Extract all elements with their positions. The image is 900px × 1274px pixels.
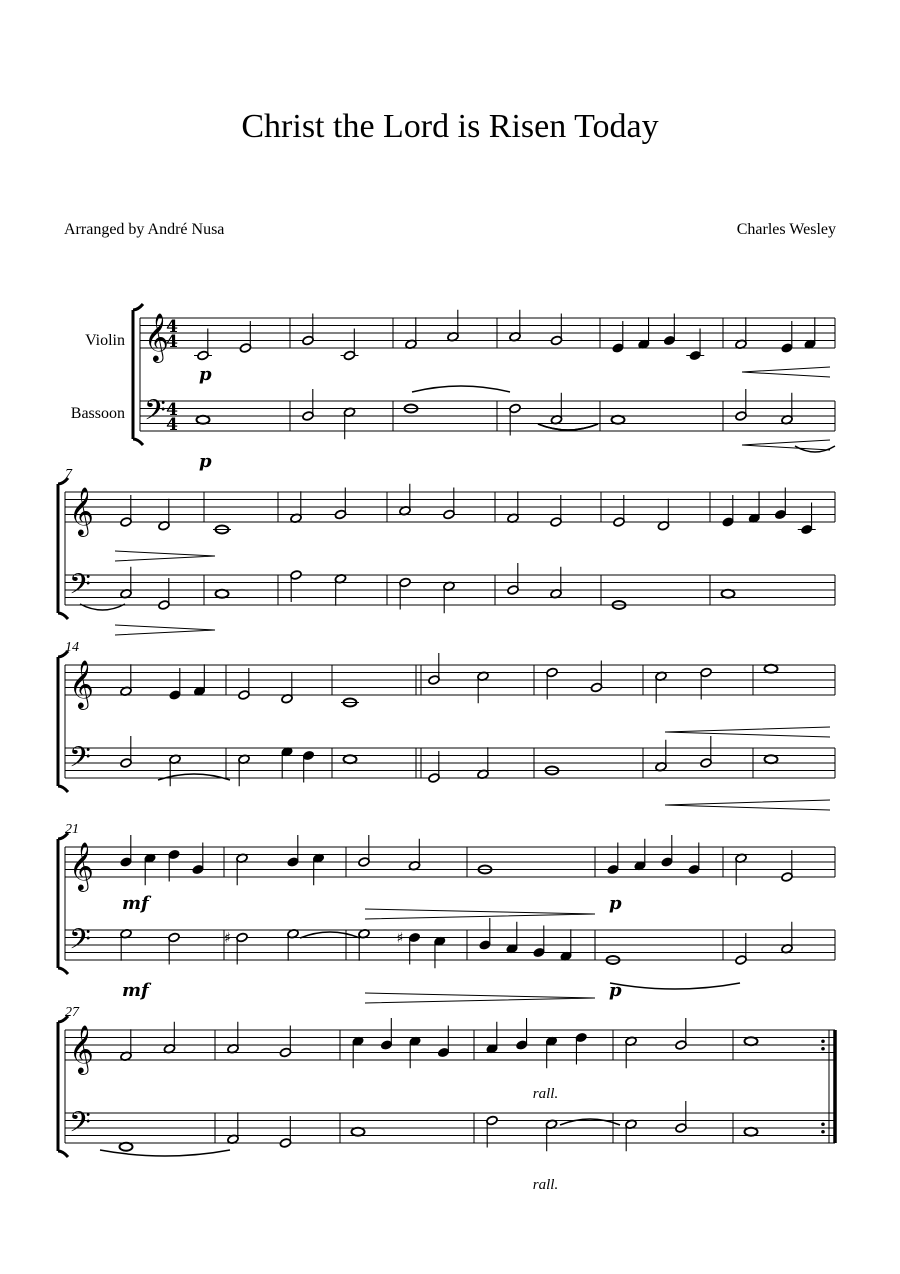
whole-note <box>352 1128 365 1136</box>
sharp-accidental: ♯ <box>396 930 404 947</box>
crescendo-hairpin <box>665 800 830 810</box>
tie <box>538 424 598 430</box>
measure-number: 7 <box>65 467 72 482</box>
whole-note <box>765 665 778 673</box>
time-signature-bottom: 4 <box>166 415 178 435</box>
arranger-credit: Arranged by André Nusa <box>64 221 225 238</box>
repeat-dot <box>821 1047 825 1051</box>
measure-number: 27 <box>65 1005 79 1020</box>
whole-note <box>344 755 357 763</box>
tie <box>412 386 510 392</box>
time-signature-bottom: 4 <box>166 332 178 352</box>
bass-clef: 𝄢 <box>69 923 91 963</box>
bass-clef: 𝄢 <box>69 741 91 781</box>
decrescendo-hairpin <box>365 993 595 1003</box>
tie <box>610 983 740 989</box>
whole-note <box>745 1037 758 1045</box>
crescendo-hairpin <box>742 440 830 450</box>
crescendo-hairpin <box>742 367 830 377</box>
dynamic-marking: p <box>199 364 212 385</box>
composer-credit: Charles Wesley <box>736 221 836 238</box>
repeat-dot <box>821 1130 825 1134</box>
dynamic-marking: p <box>199 451 212 472</box>
time-signature-top: 4 <box>166 317 178 337</box>
crescendo-hairpin <box>665 727 830 737</box>
whole-note <box>765 755 778 763</box>
whole-note <box>120 1143 133 1151</box>
repeat-dot <box>821 1122 825 1126</box>
tie <box>560 1119 620 1125</box>
tie <box>100 1150 230 1156</box>
score-title: Christ the Lord is Risen Today <box>241 108 659 145</box>
dynamic-marking: p <box>609 893 622 914</box>
bass-clef: 𝄢 <box>144 394 166 434</box>
whole-note <box>745 1128 758 1136</box>
whole-note <box>197 416 210 424</box>
measure-number: 21 <box>65 822 79 837</box>
time-signature-top: 4 <box>166 400 178 420</box>
tempo-marking-rall: rall. <box>532 1177 559 1193</box>
treble-clef: 𝄞 <box>69 486 94 535</box>
treble-clef: 𝄞 <box>69 841 94 890</box>
measure-number: 14 <box>65 640 79 655</box>
dynamic-marking: mf <box>122 893 149 914</box>
treble-clef: 𝄞 <box>144 312 169 361</box>
decrescendo-hairpin <box>115 551 215 561</box>
bass-clef: 𝄢 <box>69 568 91 608</box>
tie <box>158 774 230 780</box>
decrescendo-hairpin <box>365 909 595 919</box>
instrument-label-bassoon: Bassoon <box>70 405 125 422</box>
treble-clef: 𝄞 <box>69 1024 94 1073</box>
bass-clef: 𝄢 <box>69 1106 91 1146</box>
instrument-label-violin: Violin <box>85 332 125 349</box>
sharp-accidental: ♯ <box>224 930 231 947</box>
whole-note <box>216 590 229 598</box>
whole-note <box>722 590 735 598</box>
decrescendo-hairpin <box>115 625 215 635</box>
whole-note <box>612 416 625 424</box>
tempo-marking-rall: rall. <box>532 1086 559 1102</box>
repeat-dot <box>821 1039 825 1043</box>
dynamic-marking: mf <box>122 980 149 1001</box>
treble-clef: 𝄞 <box>69 659 94 708</box>
dynamic-marking: p <box>609 980 622 1001</box>
